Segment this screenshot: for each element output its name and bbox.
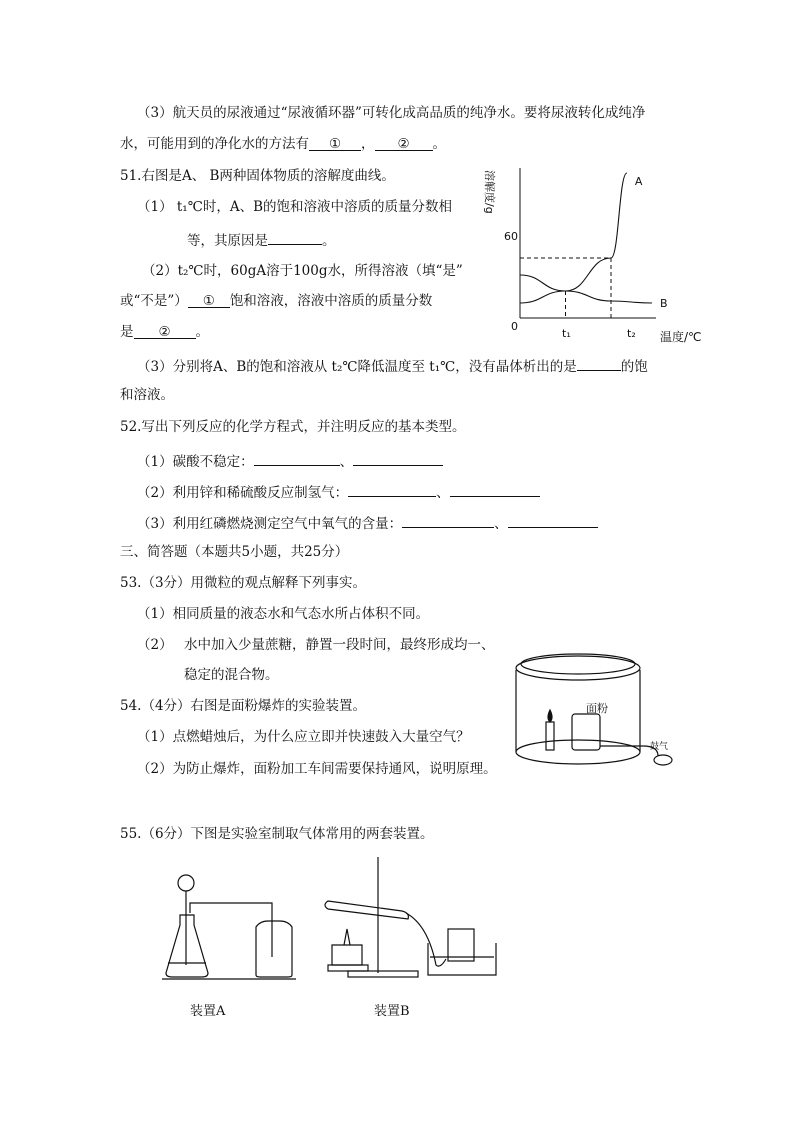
q55-stem: 55.（6分）下图是实验室制取气体常用的两套装置。 [120, 826, 434, 842]
q52-item2 [137, 481, 540, 502]
q52-item3 [137, 512, 598, 533]
x-tick-t2: t₂ [627, 327, 636, 340]
flour-label: 面粉 [586, 702, 608, 715]
q53-item1: （1）相同质量的液态水和气态水所占体积不同。 [137, 606, 430, 622]
jar-base [516, 740, 640, 764]
caption-apparatus-a: 装置A [190, 1004, 226, 1019]
x-axis-label: 温度/℃ [660, 330, 702, 344]
separator: 、 [339, 454, 354, 470]
delivery-tube [406, 913, 446, 966]
q51-part3-text: 的饱 [620, 359, 648, 375]
answer-blank-2[interactable]: ② [375, 135, 433, 151]
q51-part2-line3 [120, 323, 209, 341]
answer-blank-equation[interactable] [254, 450, 340, 466]
section-title: 三、简答题（本题共5小题，共25分） [120, 544, 349, 560]
answer-blank-type[interactable] [450, 481, 540, 497]
alcohol-lamp-icon [332, 945, 362, 965]
candle-icon [546, 722, 554, 750]
q52-item1-text: （1）碳酸不稳定： [137, 454, 254, 470]
flour-container [572, 714, 600, 750]
q51-part3-prompt: （3）分别将A、B的饱和溶液从 t₂℃降低温度至 t₁℃，没有晶体析出的是 [137, 359, 577, 375]
q53-item2-line2: 稳定的混合物。 [184, 667, 279, 683]
q51-part2-line2 [120, 292, 432, 310]
q54-item2: （2）为防止爆炸，面粉加工车间需要保持通风，说明原理。 [137, 761, 497, 777]
period: 。 [322, 233, 336, 249]
flame-icon [548, 710, 552, 722]
answer-blank-1[interactable]: ① [188, 292, 230, 308]
comma: ， [361, 136, 375, 152]
origin-label: 0 [511, 320, 518, 333]
y-tick-60: 60 [504, 230, 518, 243]
series-B-label: B [659, 297, 668, 310]
water-trough-icon [428, 943, 496, 975]
funnel-bulb-icon [178, 875, 194, 891]
flour-explosion-apparatus [508, 648, 678, 788]
answer-blank-reason[interactable] [268, 229, 322, 245]
q51-part3-line1 [137, 355, 648, 376]
q54-stem: 54.（4分）右图是面粉爆炸的实验装置。 [120, 698, 367, 714]
q52-item3-text: （3）利用红磷燃烧测定空气中氧气的含量： [137, 516, 403, 532]
solubility-chart [480, 160, 710, 350]
air-label: 鼓气 [650, 742, 669, 752]
period: 。 [432, 136, 446, 152]
q53-item2-line1: 水中加入少量蔗糖，静置一段时间，最终形成均一、 [184, 637, 495, 653]
jar-lid [521, 654, 635, 674]
answer-blank-type[interactable] [508, 512, 598, 528]
apparatus-b [318, 855, 500, 985]
answer-blank-equation[interactable] [348, 481, 436, 497]
q53-item2-num: （2） [137, 637, 173, 653]
q54-item1: （1）点燃蜡烛后，为什么应立即并快速鼓入大量空气？ [137, 729, 470, 745]
apparatus-a [160, 865, 300, 985]
caption-apparatus-b: 装置B [374, 1004, 410, 1019]
answer-blank-1[interactable]: ① [309, 135, 361, 151]
q51-part1-prompt: 等，其原因是 [187, 233, 268, 249]
answer-blank-type[interactable] [353, 450, 443, 466]
gas-jar-icon [256, 921, 292, 977]
conical-flask-icon [166, 915, 208, 977]
q52-item2-text: （2）利用锌和稀硫酸反应制氢气： [137, 485, 349, 501]
q50-part3-prompt: 水，可能用到的净化水的方法有 [120, 136, 309, 152]
x-tick-t1: t₁ [562, 327, 571, 340]
q52-stem: 52.写出下列反应的化学方程式，并注明反应的基本类型。 [120, 419, 466, 435]
test-tube-icon [325, 901, 408, 919]
air-bulb-icon [654, 755, 672, 765]
separator: 、 [494, 516, 508, 532]
answer-blank[interactable] [577, 355, 621, 371]
q50-part3-line2 [120, 135, 446, 153]
answer-blank-2[interactable]: ② [134, 323, 196, 339]
series-A-label: A [634, 175, 643, 188]
q52-item1 [137, 450, 443, 471]
q50-part3-line1: （3）航天员的尿液通过“尿液循环器”可转化成高品质的纯净水。要将尿液转化成纯净 [137, 105, 646, 121]
delivery-tube [190, 903, 272, 957]
series-A-line [520, 173, 627, 303]
gas-collection-jar-icon [448, 929, 474, 961]
q51-part1-line1: （1） t₁℃时，A、B的饱和溶液中溶质的质量分数相 [137, 199, 452, 215]
period: 。 [195, 324, 209, 340]
q51-part2-prefix: 是 [120, 324, 134, 340]
q51-part2-line1: （2）t₂℃时，60gA溶于100g水，所得溶液（填“是” [142, 263, 463, 279]
separator: 、 [436, 485, 450, 501]
y-axis-label: 溶解度/g [483, 170, 496, 214]
q51-stem: 51.右图是A、 B两种固体物质的溶解度曲线。 [120, 168, 395, 184]
answer-blank-equation[interactable] [402, 512, 494, 528]
q51-part3-line2: 和溶液。 [120, 387, 174, 403]
q51-part2-prompt: 或“不是”） [120, 293, 188, 309]
q51-part1-line2 [187, 229, 336, 250]
q53-stem: 53.（3分）用微粒的观点解释下列事实。 [120, 575, 367, 591]
q51-part2-text: 饱和溶液，溶液中溶质的质量分数 [229, 293, 433, 309]
